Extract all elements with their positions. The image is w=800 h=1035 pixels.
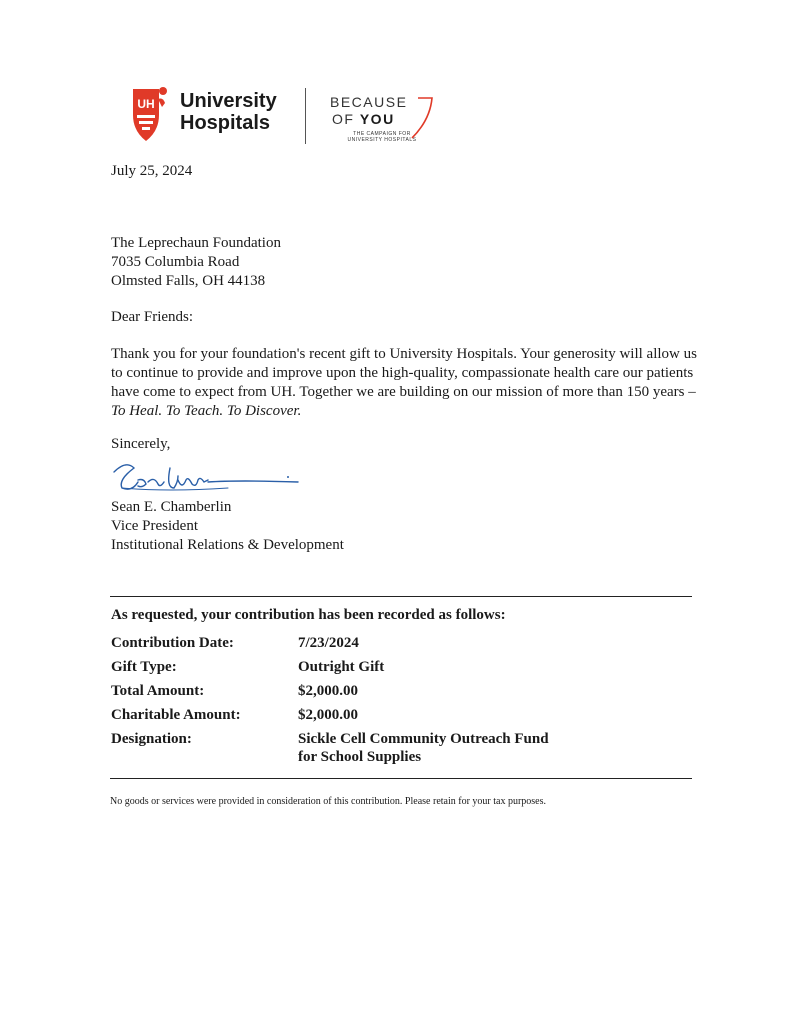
- contribution-heading: As requested, your contribution has been recorded as follows:: [111, 607, 506, 623]
- designation-value: Sickle Cell Community Outreach Fund: [298, 731, 549, 747]
- designation-label: Designation:: [111, 731, 192, 747]
- greeting: Dear Friends:: [111, 309, 194, 325]
- mission-motto: To Heal. To Teach. To Discover.: [111, 403, 302, 419]
- signer-title: Vice President: [111, 518, 198, 534]
- letter-date: July 25, 2024: [111, 163, 193, 179]
- recipient-line: Olmsted Falls, OH 44138: [111, 273, 266, 289]
- signer-name: Sean E. Chamberlin: [111, 499, 232, 515]
- charitable-amount-value: $2,000.00: [298, 707, 358, 723]
- contribution-date-label: Contribution Date:: [111, 635, 234, 651]
- svg-text:UH: UH: [137, 97, 155, 111]
- recipient-line: The Leprechaun Foundation: [111, 235, 281, 251]
- gift-type-label: Gift Type:: [111, 659, 177, 675]
- designation-value-line2: for School Supplies: [298, 749, 422, 765]
- uh-shield-logo: [131, 85, 173, 143]
- gift-type-value: Outright Gift: [298, 659, 385, 675]
- handwritten-signature: [108, 458, 313, 498]
- divider-rule: [110, 596, 692, 597]
- signer-department: Institutional Relations & Development: [111, 537, 344, 553]
- signer-block: [111, 498, 344, 555]
- closing: Sincerely,: [111, 436, 171, 452]
- because-of-you-campaign-logo: BECAUSE OF YOU THE CAMPAIGN FOR UNIVERSITY HOSPITALS: [330, 92, 440, 147]
- divider-rule: [110, 778, 692, 779]
- university-hospitals-wordmark: University Hospitals: [180, 90, 277, 134]
- tax-footnote: No goods or services were provided in consideration of this contribution. Please retain for your tax purposes.: [110, 796, 547, 807]
- total-amount-label: Total Amount:: [111, 683, 205, 699]
- contribution-date-value: 7/23/2024: [298, 635, 359, 651]
- charitable-amount-label: Charitable Amount:: [111, 707, 241, 723]
- campaign-swoosh-icon: [410, 92, 440, 142]
- logo-divider: [305, 88, 306, 144]
- letter-body: Thank you for your foundation's recent gift to University Hospitals. Your generosity will allow us to continue to provide and improve upon the high-quality, compassionate health care our patients have come to expect from UH. Together we are building on our mission of more than 150 years – To Heal. To Teach. To Discover.: [111, 346, 697, 419]
- total-amount-value: $2,000.00: [298, 683, 358, 699]
- recipient-address: [111, 234, 281, 291]
- recipient-line: 7035 Columbia Road: [111, 254, 240, 270]
